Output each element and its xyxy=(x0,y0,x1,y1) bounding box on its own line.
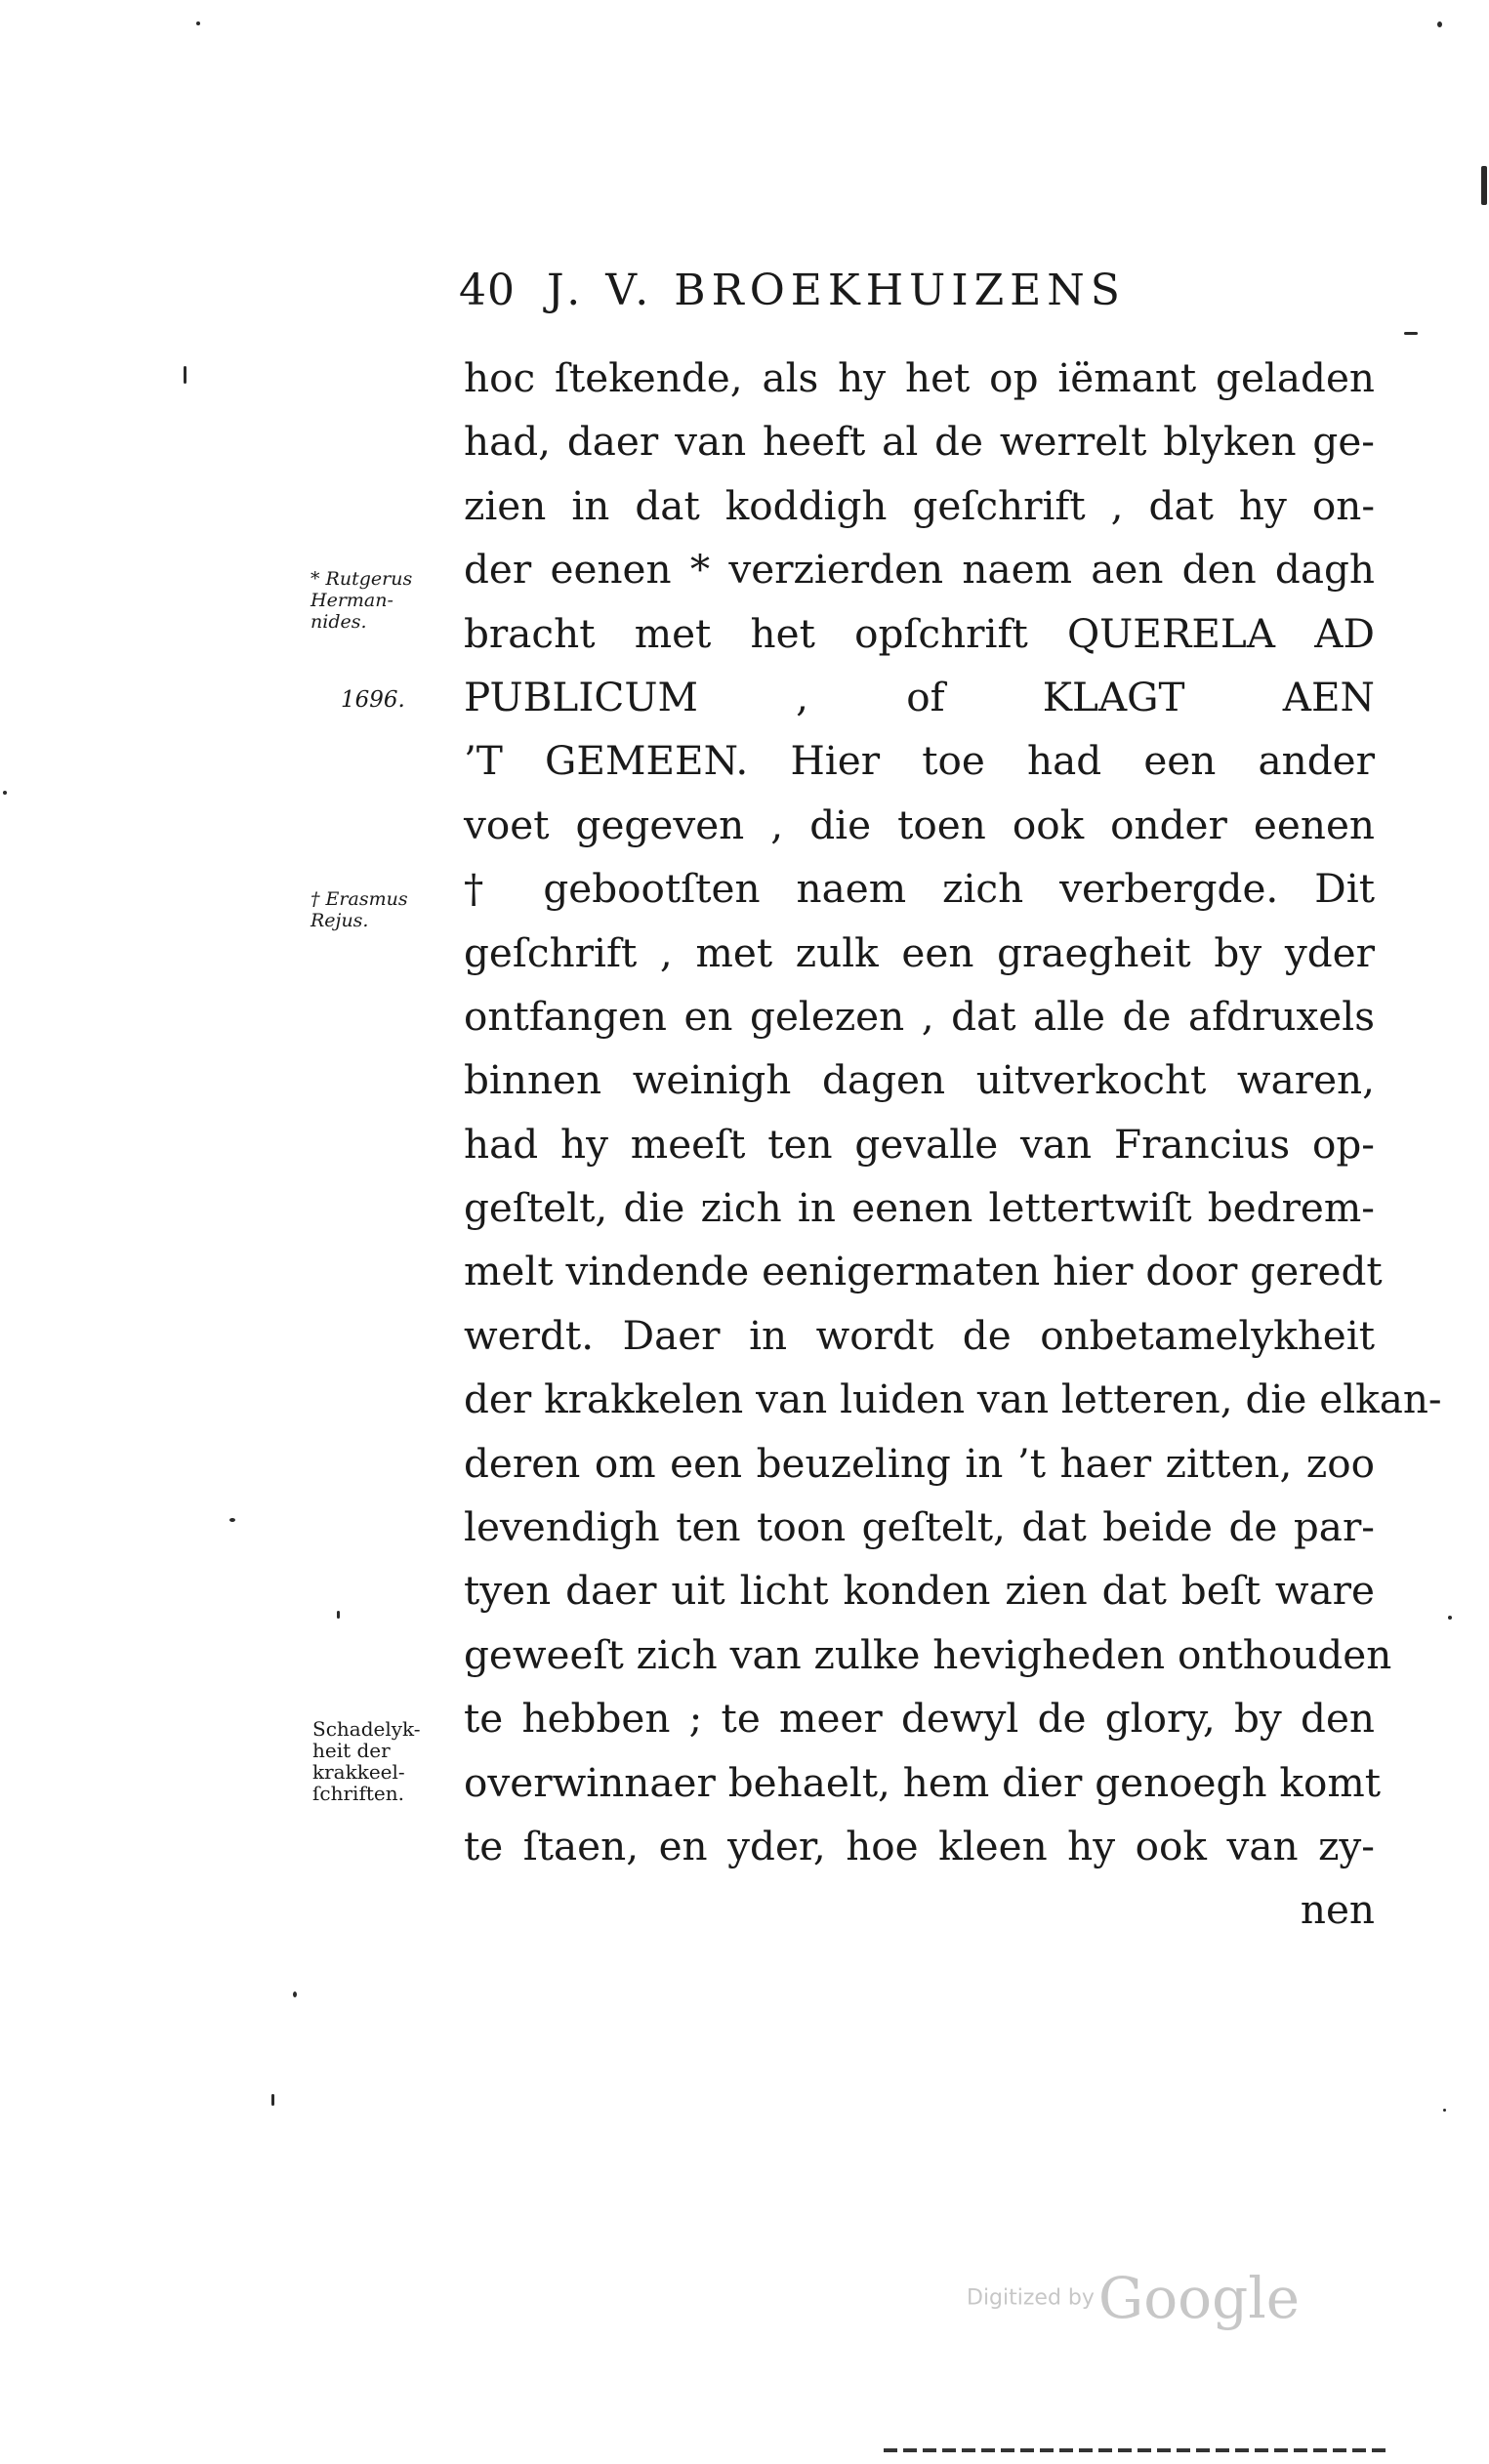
margin-note-year: 1696. xyxy=(341,687,405,713)
scan-speck xyxy=(3,791,7,795)
text-line: PUBLICUM , of KLAGT AEN xyxy=(464,673,1375,720)
running-title: J. V. BROEKHUIZENS xyxy=(547,266,1126,315)
margin-note-rutgerus xyxy=(310,568,437,633)
margin-note-erasmus xyxy=(310,888,437,931)
scan-speck xyxy=(1481,166,1487,205)
text-line: geweeſt zich van zulke hevigheden onthouden xyxy=(464,1630,1392,1678)
margin-note-line: Rejus. xyxy=(310,910,369,931)
text-line: bracht met het opſchrift QUERELA AD xyxy=(464,609,1375,657)
text-line: deren om een beuzeling in ’t haer zitten, zoo xyxy=(464,1439,1375,1487)
scan-speck xyxy=(196,21,200,25)
catchword: nen xyxy=(1300,1886,1375,1934)
margin-note-schadelykheit xyxy=(312,1718,459,1804)
margin-note-line: * Rutgerus xyxy=(310,568,413,590)
text-line: overwinnaer behaelt, hem dier genoegh komt xyxy=(464,1758,1382,1806)
page-bottom-edge xyxy=(884,2448,1391,2452)
text-line: levendigh ten toon geſtelt, dat beide de par- xyxy=(464,1503,1375,1551)
margin-note-line: nides. xyxy=(310,611,367,633)
text-line: der eenen * verzierden naem aen den dagh xyxy=(464,546,1375,594)
text-line: † gebootſten naem zich verbergde. Dit xyxy=(464,865,1375,913)
margin-note-line: Herman- xyxy=(310,590,393,611)
text-line: werdt. Daer in wordt de onbetamelykheit xyxy=(464,1311,1375,1359)
scan-speck xyxy=(229,1518,235,1522)
margin-note-line: † Erasmus xyxy=(310,888,408,910)
body-text xyxy=(464,347,1442,1943)
scan-speck xyxy=(1437,21,1442,27)
scan-speck xyxy=(293,1992,297,1997)
scan-speck xyxy=(1443,2109,1446,2112)
scan-speck xyxy=(1404,332,1418,335)
google-watermark xyxy=(967,2265,1300,2331)
scan-speck xyxy=(337,1611,340,1619)
text-line: te hebben ; te meer dewyl de glory, by den xyxy=(464,1695,1375,1743)
text-line: geſchrift , met zulk een graegheit by yder xyxy=(464,928,1375,976)
margin-note-line: krakkeel- xyxy=(312,1760,405,1784)
text-line: had, daer van heeft al de werrelt blyken ge- xyxy=(464,418,1375,466)
text-line: zien in dat koddigh geſchrift , dat hy on- xyxy=(464,481,1375,529)
text-line: hoc ſtekende, als hy het op iëmant geladen xyxy=(464,354,1375,401)
watermark-google-logo: Google xyxy=(1097,2265,1301,2331)
scan-speck xyxy=(1448,1616,1452,1620)
text-line: te ſtaen, en yder, hoe kleen hy ook van zy- xyxy=(464,1822,1375,1869)
margin-note-line: Schadelyk- xyxy=(312,1717,421,1741)
text-line: ontfangen en gelezen , dat alle de afdruxels xyxy=(464,992,1375,1040)
page-number: 40 xyxy=(459,266,516,315)
text-line: ’T GEMEEN. Hier toe had een ander xyxy=(464,737,1375,785)
text-line: geſtelt, die zich in eenen lettertwiſt bedrem- xyxy=(464,1184,1375,1232)
text-line: melt vindende eenigermaten hier door geredt xyxy=(464,1248,1383,1295)
margin-note-line: heit der xyxy=(312,1739,391,1762)
scan-speck xyxy=(271,2094,274,2106)
text-line: tyen daer uit licht konden zien dat beſt ware xyxy=(464,1567,1375,1615)
text-line: voet gegeven , die toen ook onder eenen xyxy=(464,801,1375,848)
text-line: der krakkelen van luiden van letteren, die elkan- xyxy=(464,1376,1442,1423)
text-line: binnen weinigh dagen uitverkocht waren, xyxy=(464,1056,1375,1104)
text-line: had hy meeſt ten gevalle van Francius op- xyxy=(464,1120,1375,1168)
watermark-digitized: Digitized by xyxy=(967,2285,1095,2311)
margin-note-line: ſchriften. xyxy=(312,1782,404,1805)
page-header xyxy=(459,266,1377,334)
scan-speck xyxy=(184,366,186,384)
